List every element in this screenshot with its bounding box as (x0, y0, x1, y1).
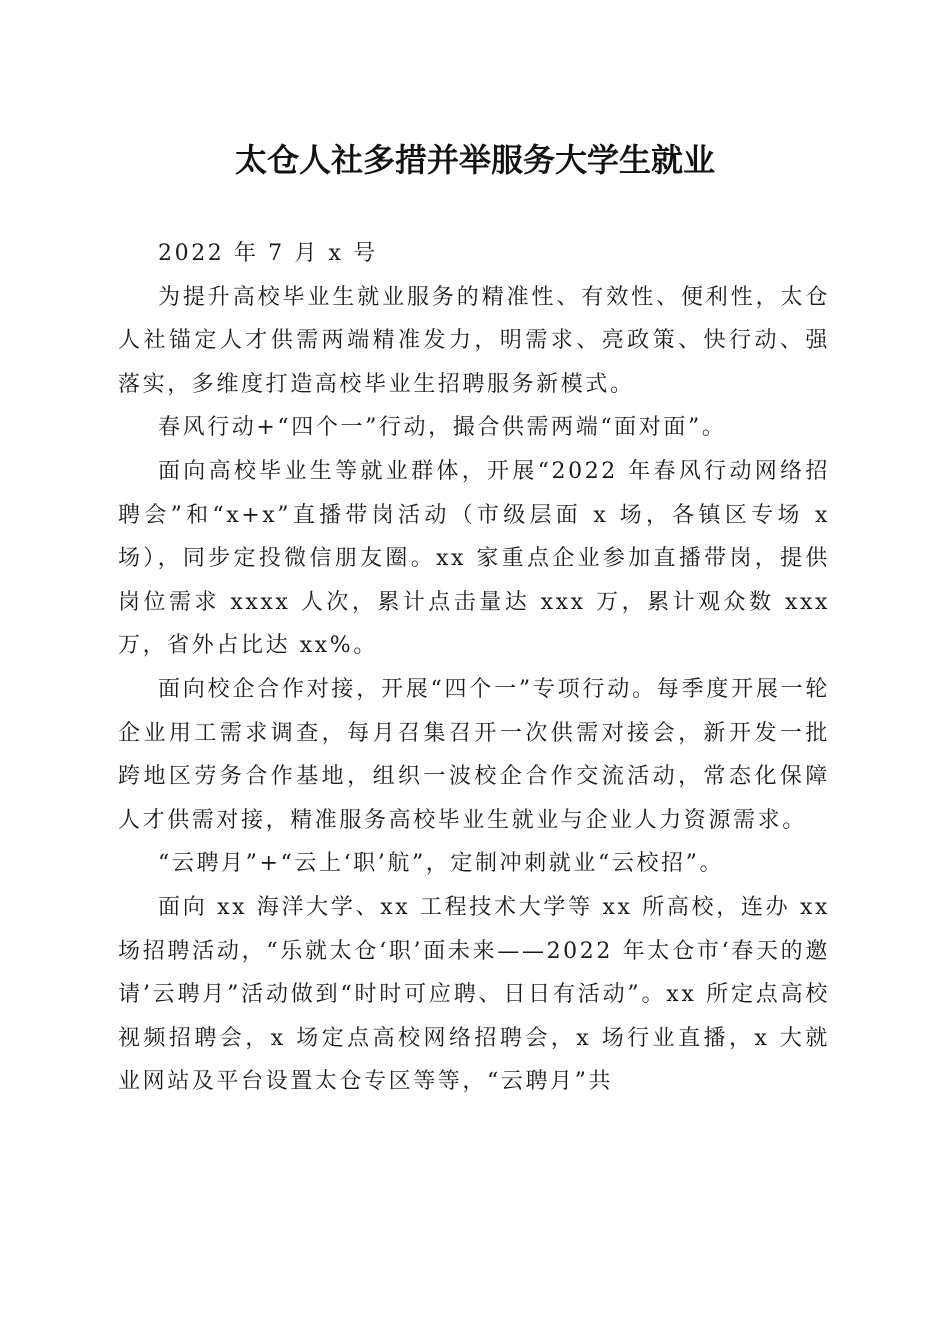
section-heading-cloud-recruit: “云聘月”+“云上‘职’航”，定制冲刺就业“云校招”。 (158, 851, 725, 877)
paragraph-spring-action: 面向高校毕业生等就业群体，开展“2022 年春风行动网络招聘会”和“x+x”直播带岗活动（市级层面 x 场，各镇区专场 x 场），同步定投微信朋友圈。xx 家重点企业参加直播带岗，提供岗位需求 xxxx 人次，累计点击量达 xxx 万，累计观众数 xxx 万，省外占比达 xx%。 (118, 458, 830, 659)
date-line: 2022 年 7 月 x 号 (158, 241, 378, 266)
paragraph-intro: 为提升高校毕业生就业服务的精准性、有效性、便利性，太仓人社锚定人才供需两端精准发力，明需求、亮政策、快行动、强落实，多维度打造高校毕业生招聘服务新模式。 (118, 284, 830, 397)
document-title: 太仓人社多措并举服务大学生就业 (234, 141, 715, 179)
paragraph-cloud-recruit: 面向 xx 海洋大学、xx 工程技术大学等 xx 所高校，连办 xx 场招聘活动，“乐就太仓‘职’面未来——2022 年太仓市‘春天的邀请’云聘月”活动做到“时时可应聘、日日有活动”。xx 所定点高校视频招聘会，x 场定点高校网络招聘会，x 场行业直播，x 大就业网站及平台设置太仓专区等等，“云聘月”共 (118, 894, 830, 1095)
document-body (118, 232, 830, 1104)
paragraph-four-ones: 面向校企合作对接，开展“四个一”专项行动。每季度开展一轮企业用工需求调查，每月召集召开一次供需对接会，新开发一批跨地区劳务合作基地，组织一波校企合作交流活动，常态化保障人才供需对接，精准服务高校毕业生就业与企业人力资源需求。 (118, 676, 830, 833)
section-heading-spring-action: 春风行动+“四个一”行动，撮合供需两端“面对面”。 (158, 415, 727, 441)
